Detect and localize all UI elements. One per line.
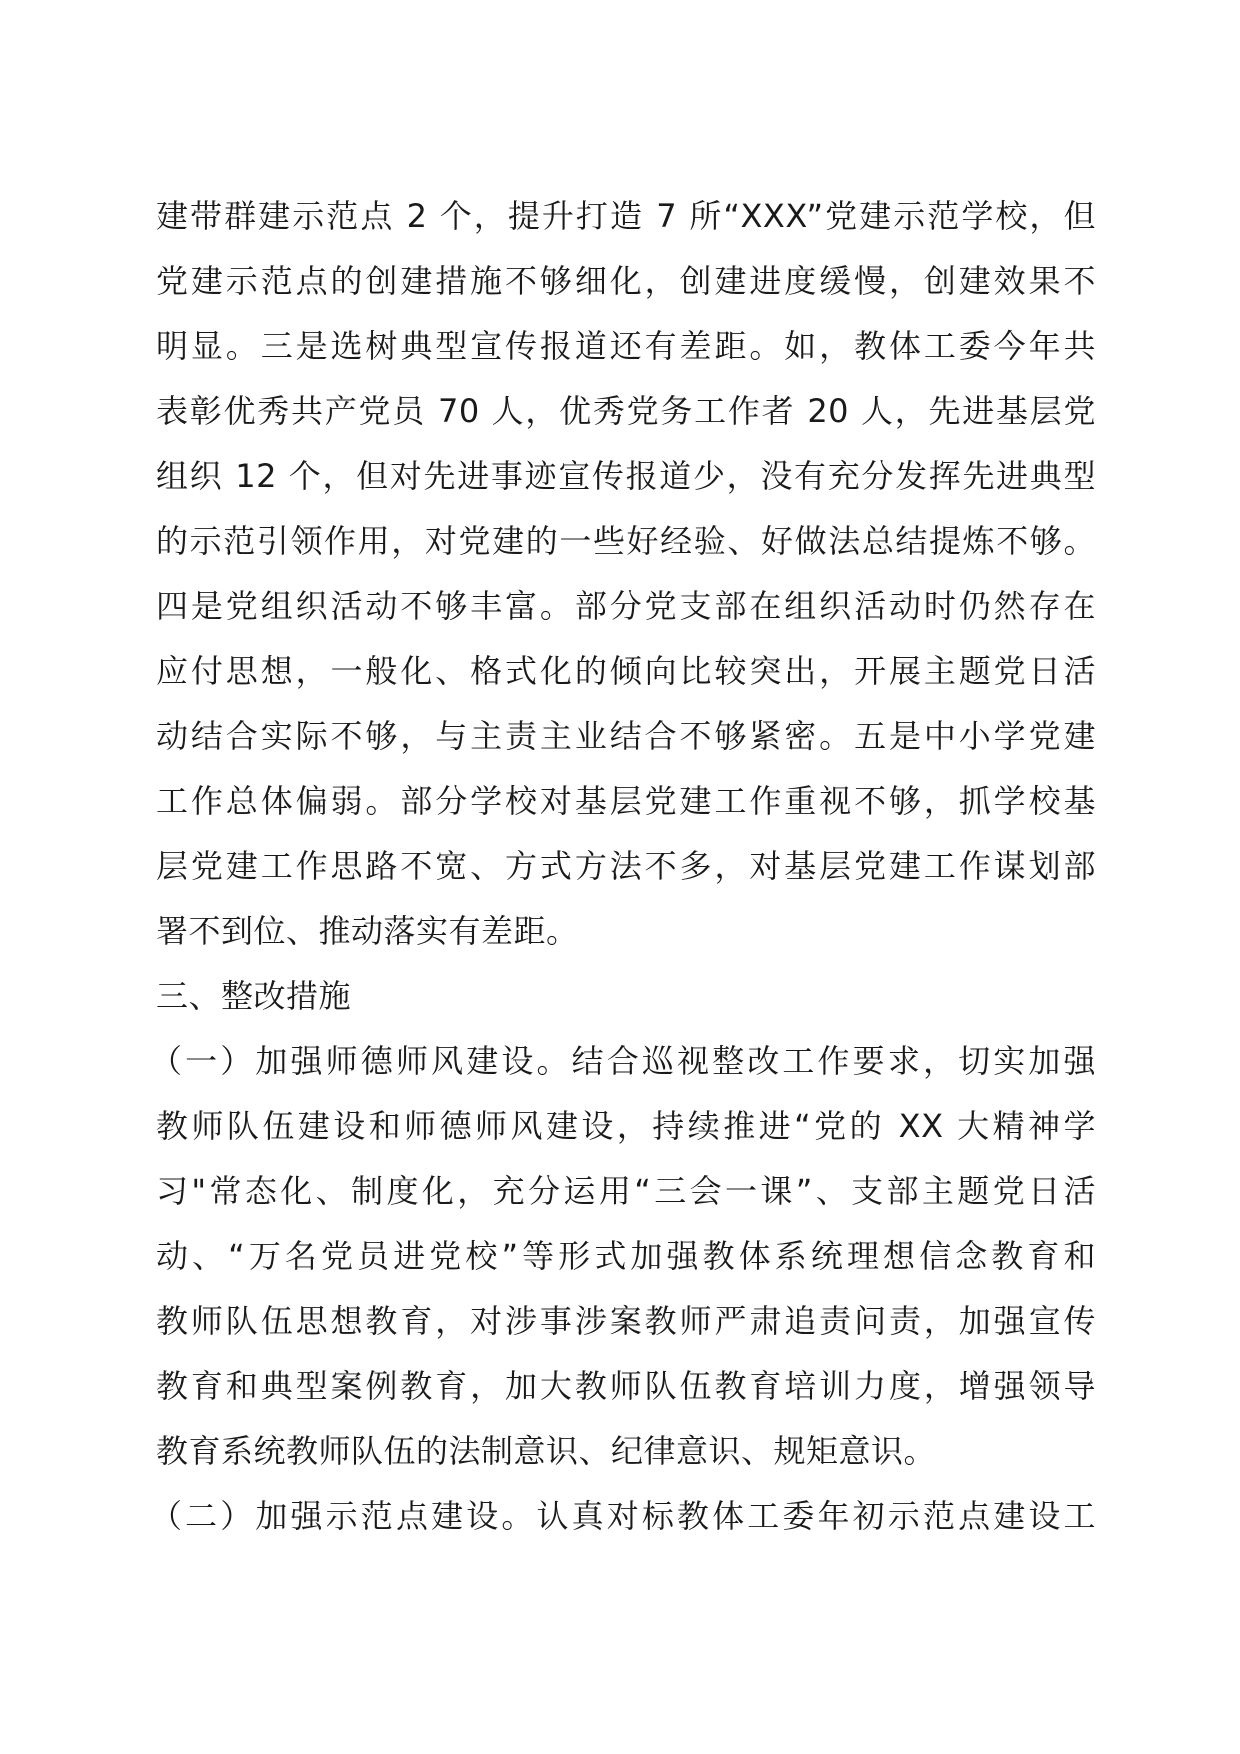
text-line: 工作总体偏弱。部分学校对基层党建工作重视不够，抓学校基 [156, 782, 1096, 820]
text-line: 党建示范点的创建措施不够细化，创建进度缓慢，创建效果不 [156, 262, 1096, 300]
document-body [150, 186, 1096, 1551]
text-line: 教育和典型案例教育，加大教师队伍教育培训力度，增强领导 [156, 1367, 1096, 1405]
text-line: 建带群建示范点 2 个，提升打造 7 所“XXX”党建示范学校，但 [156, 197, 1096, 235]
text-line: 动结合实际不够，与主责主业结合不够紧密。五是中小学党建 [156, 717, 1096, 755]
text-line: 层党建工作思路不宽、方式方法不多，对基层党建工作谋划部 [156, 847, 1096, 885]
section-heading: 三、整改措施 [156, 977, 352, 1015]
text-line: （一）加强师德师风建设。结合巡视整改工作要求，切实加强 [150, 1042, 1096, 1080]
text-line: 应付思想，一般化、格式化的倾向比较突出，开展主题党日活 [156, 652, 1096, 690]
text-line: 的示范引领作用，对党建的一些好经验、好做法总结提炼不够。 [156, 522, 1096, 560]
text-line: （二）加强示范点建设。认真对标教体工委年初示范点建设工 [150, 1497, 1096, 1535]
text-line: 表彰优秀共产党员 70 人，优秀党务工作者 20 人，先进基层党 [156, 392, 1096, 430]
text-line: 署不到位、推动落实有差距。 [156, 912, 579, 950]
text-line: 组织 12 个，但对先进事迹宣传报道少，没有充分发挥先进典型 [156, 457, 1096, 495]
text-line: 明显。三是选树典型宣传报道还有差距。如，教体工委今年共 [156, 327, 1096, 365]
text-line: 教师队伍思想教育，对涉事涉案教师严肃追责问责，加强宣传 [156, 1302, 1096, 1340]
text-line: 四是党组织活动不够丰富。部分党支部在组织活动时仍然存在 [156, 587, 1096, 625]
text-line: 教育系统教师队伍的法制意识、纪律意识、规矩意识。 [156, 1432, 937, 1470]
text-line: 教师队伍建设和师德师风建设，持续推进“党的 XX 大精神学 [156, 1107, 1096, 1145]
text-line: 动、“万名党员进党校”等形式加强教体系统理想信念教育和 [156, 1237, 1096, 1275]
text-line: 习"常态化、制度化，充分运用“三会一课”、支部主题党日活 [156, 1172, 1096, 1210]
